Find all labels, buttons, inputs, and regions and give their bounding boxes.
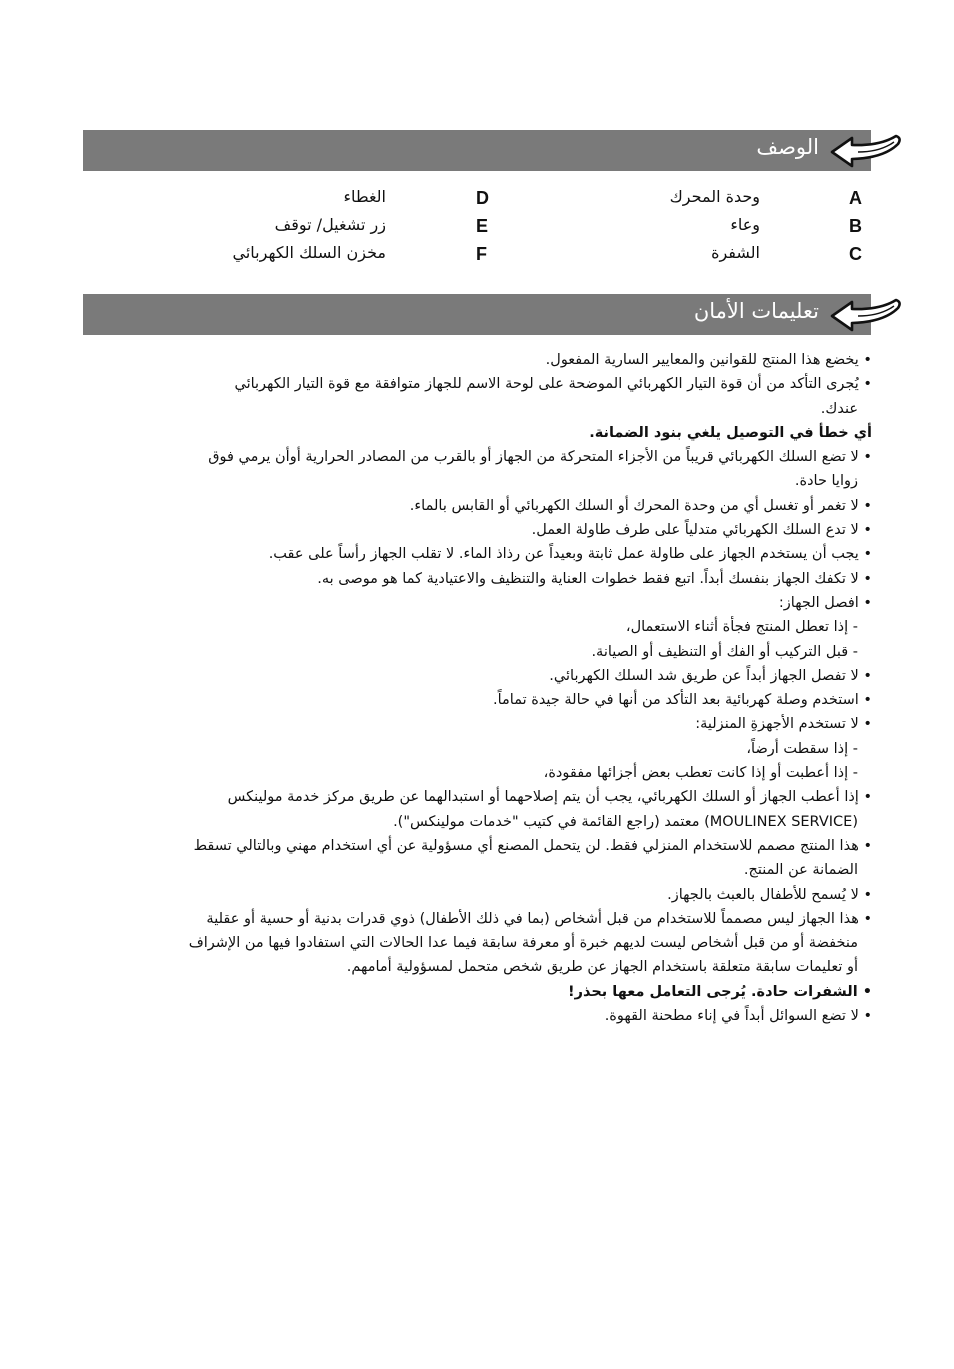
instruction-line: • يجب أن يستخدم الجهاز على طاولة عمل ثابتة وبعيداً عن رذاذ الماء. لا تقلب الجهاز رأساً على عقب. [268, 546, 872, 563]
part-letter: B [849, 216, 862, 236]
instruction-line: • لا يُسمح للأطفال بالعبث بالجهاز. [667, 886, 872, 903]
instruction-line: • لا تستخدم الأجهزةِ المنزلية: [695, 716, 872, 733]
instruction-line: • إذا أعطب الجهاز أو السلك الكهربائي، يجب أن يتم إصلاحهما أو استبدالهما عن طريق مركز خدمة مولينكس [227, 789, 872, 806]
safety-banner [83, 294, 871, 335]
parts-banner [83, 130, 871, 171]
instruction-line: أو تعليمات سابقة متعلقة باستخدام الجهاز عن طريق شخص متحمل لمسؤولية أمامهم. [346, 959, 858, 976]
part-label: الشفرة [711, 243, 760, 262]
instruction-line: - إذا أعطبت أو إذا كانت تعطب بعض أجزائها مفقودة، [543, 765, 858, 782]
part-letter: D [476, 188, 489, 208]
instruction-line: • استخدم وصلة كهربائية بعد التأكد من أنها في حالة جيدة تماماً. [492, 692, 872, 709]
instruction-line: • لا تغمر أو تغسل أي من وحدة المحرك أو السلك الكهربائي أو القابس بالماء. [409, 497, 872, 514]
arrow-icon [828, 292, 906, 338]
part-letter: A [849, 188, 862, 208]
instruction-line: • يخضع هذا المنتج للقوانين والمعايير السارية المفعول. [545, 352, 872, 368]
safety-instructions [88, 348, 872, 1028]
instruction-line: - إذا تعطل المنتج فجأة أثناء الاستعمال، [625, 619, 858, 636]
instruction-line: • هذا المنتج مصمم للاستخدام المنزلي فقط. لن يتحمل المصنع أي مسؤولية عن أي استخدام مهني وبالتالي تسقط [193, 837, 872, 854]
instruction-line: - قبل التركيب أو الفك أو التنظيف أو الصيانة. [591, 643, 858, 660]
instruction-line: (MOULINEX SERVICE) معتمد (راجع القائمة في كتيب "خدمات مولينكس"). [393, 813, 858, 830]
part-label: وعاء [730, 215, 760, 234]
instruction-line: • لا تضع السلك الكهربائي قريباً من الأجزاء المتحركة من الجهاز أو بالقرب من المصادر الحرارية أوأن يرمي فوق [208, 449, 872, 466]
part-label: مخزن السلك الكهربائي [232, 243, 386, 262]
instruction-line: • لا تضع السوائل أبداً في إناء مطحنة القهوة. [604, 1008, 872, 1025]
part-label: زر تشغيل/ توقف [274, 215, 386, 234]
instruction-line: • يُجرى التأكد من أن قوة التيار الكهربائي الموضحة على لوحة الاسم للجهاز متوافقة مع قوة التيار الكهربائي [234, 376, 872, 393]
instruction-line: - إذا سقطت أرضاً، [746, 740, 858, 757]
arrow-icon [828, 128, 906, 174]
parts-section-title: الوصف [756, 135, 819, 159]
parts-legend [83, 184, 871, 274]
part-letter: F [476, 244, 487, 264]
instruction-line: • هذا الجهاز ليس مصمماً للاستخدام من قبل أشخاص (بما في ذلك الأطفال) ذوي قدرات بدنية أو حسية أو عقلية [206, 910, 872, 927]
safety-section-title: تعليمات الأمان [693, 299, 819, 323]
instruction-line: • لا تدع السلك الكهربائي متدلياً على طرف طاولة العمل. [531, 522, 872, 539]
instruction-line: • لا تكفك الجهاز بنفسك أبداً. اتبع فقط خطوات العناية والتنظيف والاعتيادية كما هو موصى به. [317, 570, 872, 587]
warning-line: • الشفرات حادة. يُرجى التعامل معها بحذر! [567, 983, 872, 1000]
warning-line: أي خطأ في التوصيل يلغي بنود الضمانة. [589, 424, 872, 441]
instruction-line: عندك. [820, 400, 858, 417]
instruction-line: زوايا حادة. [794, 473, 858, 490]
part-label: وحدة المحرك [669, 187, 760, 206]
instruction-line: الضمانة عن المنتج. [743, 862, 858, 879]
instruction-line: منخفضة أو من قبل أشخاص ليست لديهم خبرة أو معرفة سابقة فيما عدا الحالات التي استفادوا فيها من الإشراف [188, 935, 858, 952]
part-letter: E [476, 216, 489, 236]
part-label: الغطاء [343, 187, 386, 206]
instruction-line: • لا تفصل الجهاز أبداً عن طريق شد السلك الكهربائي. [549, 667, 872, 684]
instruction-line: • افصل الجهاز: [778, 594, 872, 611]
part-letter: C [849, 244, 862, 264]
